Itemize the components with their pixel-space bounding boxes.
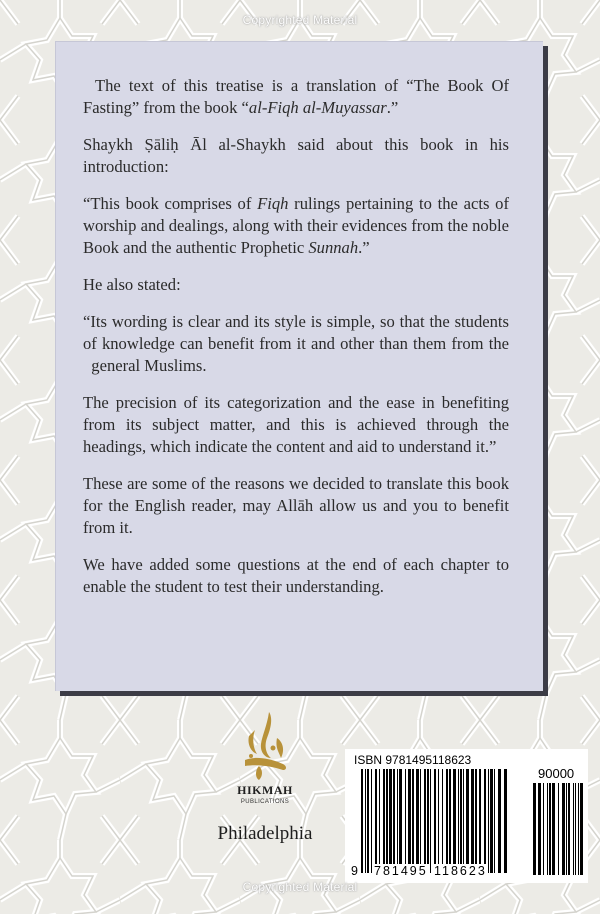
barcode-bar (408, 769, 411, 873)
barcode-bar (562, 783, 565, 875)
barcode-bar (575, 783, 576, 875)
arabic-calligraphy-logo-icon (225, 708, 305, 808)
paragraph: We have added some questions at the end of each chapter to enable the student to test their understanding. (83, 555, 509, 596)
barcode-bar (460, 769, 462, 873)
paragraph: The text of this treatise is a translation of “The Book Of Fasting” from the book “al-Fiqh al-Muyassar.” (83, 76, 509, 117)
barcode-bar (458, 769, 459, 873)
barcode-bar (466, 769, 469, 873)
barcode-digits-right: 118623 (434, 864, 487, 878)
copyright-watermark-bottom: Copyrighted Material (242, 880, 358, 894)
barcode-bar (438, 769, 439, 873)
barcode-bar (449, 769, 451, 873)
barcode-bar (427, 769, 429, 873)
barcode-bar (488, 769, 489, 873)
quote-paragraph: “Its wording is clear and its style is simple, so that the students of knowledge can benefit from it and other than them from the general Muslims. (83, 312, 509, 375)
barcode-bar (533, 783, 536, 875)
barcode-bar (412, 769, 414, 873)
barcode-bar (580, 783, 583, 875)
barcode-bar (578, 783, 579, 875)
barcode-bar (549, 783, 551, 875)
paragraph: Shaykh Ṣāliḥ Āl al-Shaykh said about this book in his introduction: (83, 135, 509, 176)
barcode-box (345, 749, 588, 883)
barcode-bar (442, 769, 443, 873)
barcode-bar (543, 783, 544, 875)
barcode-bar (558, 783, 559, 875)
barcode-digit-first: 9 (351, 864, 358, 878)
barcode-bar (367, 769, 369, 873)
barcode-bar (490, 769, 493, 873)
barcode-bar (416, 769, 419, 873)
publisher-name: HIKMAH (237, 783, 293, 797)
barcode-bar (504, 769, 507, 873)
barcode-bar (371, 769, 372, 873)
text-panel (55, 41, 543, 691)
barcode-digits-left: 781495 (374, 864, 428, 878)
barcode-bar (361, 769, 363, 873)
quote-paragraph: The precision of its categorization and the ease in benefiting from its subject matter, and this is achieved through the headings, which indicate the content and aid to understand it.” (83, 393, 509, 456)
barcode-bar (424, 769, 426, 873)
barcode-bar (475, 769, 477, 873)
barcode-bar (573, 783, 574, 875)
barcode-bar (552, 783, 555, 875)
barcode-bar (484, 769, 486, 873)
barcode-bar (386, 769, 388, 873)
publisher-subtitle: PUBLICATIONS (240, 799, 290, 805)
isbn-label: ISBN 9781495118623 (354, 753, 472, 767)
barcode-bar (399, 769, 402, 873)
barcode-bar (434, 769, 436, 873)
barcode-bar (389, 769, 392, 873)
barcode-bar (547, 783, 548, 875)
barcode-bar (405, 769, 406, 873)
barcode-bar (568, 783, 570, 875)
quote-paragraph: “This book comprises of Fiqh rulings pertaining to the acts of worship and dealings, along with their evidences from the noble Book and the authentic Prophetic Sunnah.” (83, 194, 509, 257)
barcode-bar (365, 769, 366, 873)
barcode-bar (463, 769, 464, 873)
barcode-bar (538, 783, 541, 875)
barcode-bar (498, 769, 501, 873)
barcode-bar (397, 769, 398, 873)
barcode-bar (446, 769, 448, 873)
barcode-bar (383, 769, 385, 873)
copyright-watermark-top: Copyrighted Material (242, 13, 358, 27)
barcode-bar (375, 769, 377, 873)
barcode-bar (453, 769, 456, 873)
barcode-bar (379, 769, 380, 873)
barcode-bar (479, 769, 481, 873)
barcode-bar (471, 769, 474, 873)
barcode-bar (420, 769, 421, 873)
barcode-bar (494, 769, 495, 873)
barcode-bar (393, 769, 395, 873)
barcode-bar (430, 769, 431, 873)
paragraph: These are some of the reasons we decided to translate this book for the English reader, may Allāh allow us and you to benefit from it. (83, 474, 509, 537)
description-text (83, 75, 509, 613)
barcode-bar (566, 783, 567, 875)
price-code: 90000 (538, 766, 575, 781)
publisher-city: Philadelphia (217, 823, 313, 844)
paragraph: He also stated: (83, 275, 181, 294)
